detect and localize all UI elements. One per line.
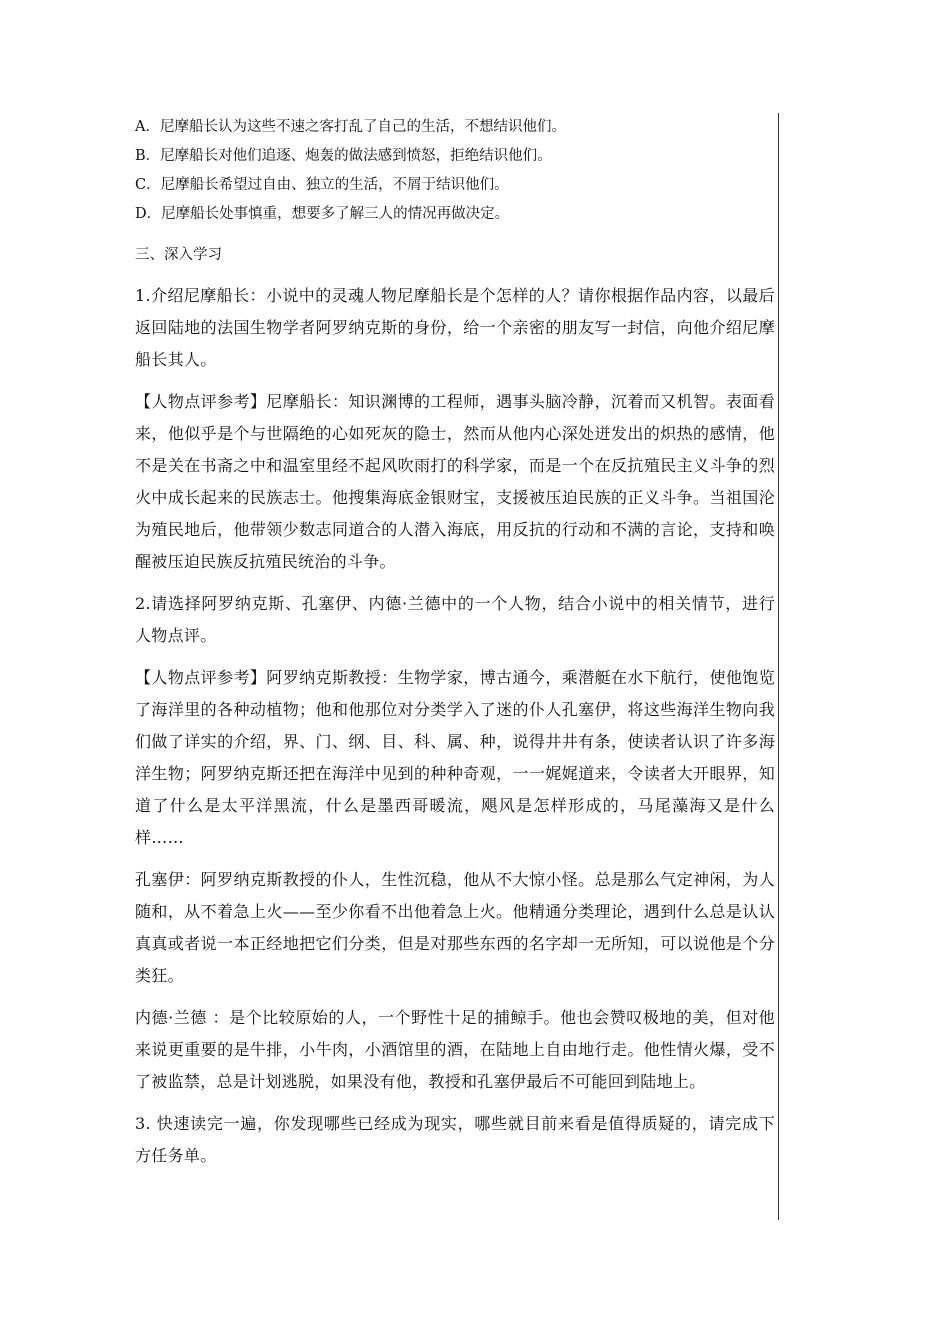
- content-column: [135, 113, 775, 1182]
- option-c: C．尼摩船长希望过自由、独立的生活，不屑于结识他们。: [135, 177, 509, 193]
- reference-conseil: 孔塞伊：阿罗纳克斯教授的仆人，生性沉稳，他从不大惊小怪。总是那么气定神闲，为人随和，从不着急上火——至少你看不出他着急上火。他精通分类理论，遇到什么总是认认真真或者说一本正经地把它们分类，但是对那些东西的名字却一无所知，可以说他是个分类狂。: [135, 870, 775, 985]
- question-1: 1.介绍尼摩船长：小说中的灵魂人物尼摩船长是个怎样的人？请你根据作品内容，以最后返回陆地的法国生物学者阿罗纳克斯的身份，给一个亲密的朋友写一封信，向他介绍尼摩船长其人。: [135, 286, 775, 369]
- reference-nemo: 【人物点评参考】尼摩船长：知识渊博的工程师，遇事头脑冷静，沉着而又机智。表面看来，他似乎是个与世隔绝的心如死灰的隐士，然而从他内心深处迸发出的炽热的感情，他不是关在书斋之中和温室里经不起风吹雨打的科学家，而是一个在反抗殖民主义斗争的烈火中成长起来的民族志士。他搜集海底金银财宝，支援被压迫民族的正义斗争。当祖国沦为殖民地后，他带领少数志同道合的人潜入海底，用反抗的行动和不满的言论，支持和唤醒被压迫民族反抗殖民统治的斗争。: [135, 392, 775, 571]
- option-b: B．尼摩船长对他们追逐、炮轰的做法感到愤怒，拒绝结识他们。: [135, 148, 552, 164]
- section-heading: 三、深入学习: [135, 247, 222, 263]
- option-a: A．尼摩船长认为这些不速之客打乱了自己的生活，不想结识他们。: [135, 119, 566, 135]
- reference-ned-land: 内德·兰德 ：是个比较原始的人，一个野性十足的捕鲸手。他也会赞叹极地的美，但对他来说更重要的是牛排，小牛肉，小酒馆里的酒，在陆地上自由地行走。他性情火爆，受不了被监禁，总是计划逃脱，如果没有他，教授和孔塞伊最后不可能回到陆地上。: [135, 1008, 775, 1091]
- question-2: 2.请选择阿罗纳克斯、孔塞伊、内德·兰德中的一个人物，结合小说中的相关情节，进行人物点评。: [135, 594, 775, 645]
- right-border-line: [778, 113, 779, 1220]
- option-d: D．尼摩船长处事慎重，想要多了解三人的情况再做决定。: [135, 206, 510, 222]
- reference-aronnax: 【人物点评参考】阿罗纳克斯教授：生物学家，博古通今，乘潜艇在水下航行，使他饱览了海洋里的各种动植物；他和他那位对分类学入了迷的仆人孔塞伊，将这些海洋生物向我们做了详实的介绍，界、门、纲、目、科、属、种，说得井井有条，使读者认识了许多海洋生物；阿罗纳克斯还把在海洋中见到的种种奇观，一一娓娓道来，令读者大开眼界，知道了什么是太平洋黑流，什么是墨西哥暖流，飓风是怎样形成的，马尾藻海又是什么样……: [135, 668, 775, 847]
- question-3: 3. 快速读完一遍，你发现哪些已经成为现实，哪些就目前来看是值得质疑的，请完成下方任务单。: [135, 1114, 775, 1165]
